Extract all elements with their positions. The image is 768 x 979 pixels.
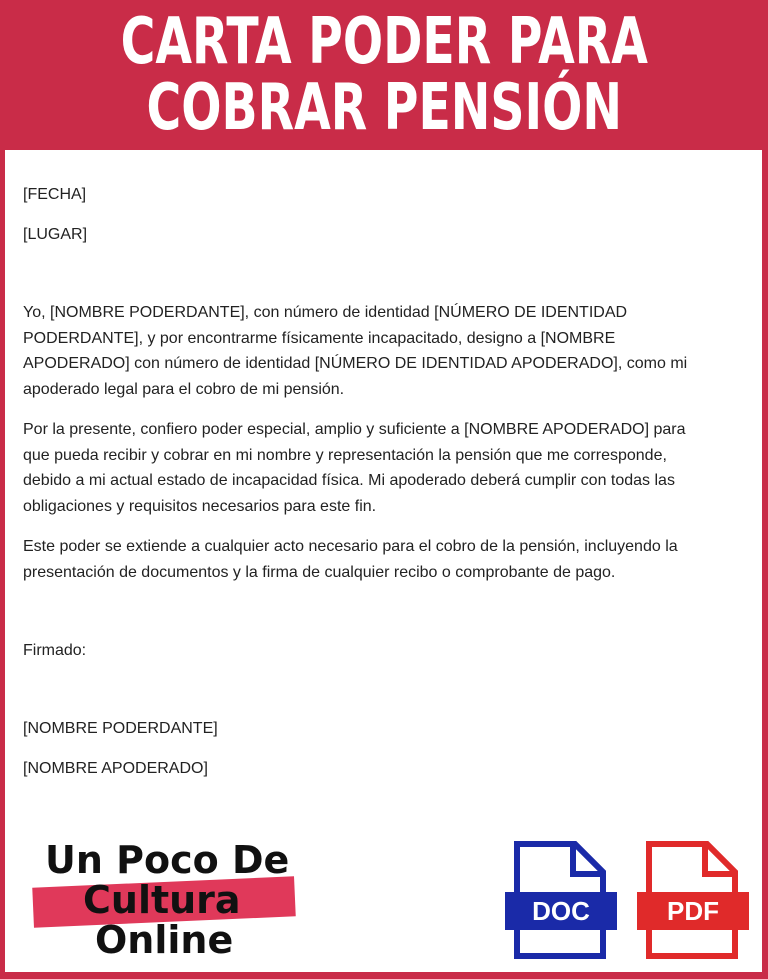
page-title-line-2: COBRAR PENSIÓN (146, 71, 622, 145)
doc-label: DOC (532, 896, 590, 926)
page-title-line-1: CARTA PODER PARA (120, 5, 648, 79)
paragraph-1-line: apoderado legal para el cobro de mi pensión. (23, 380, 345, 398)
paragraph-2-line: debido a mi actual estado de incapacidad física. Mi apoderado deberá cumplir con todas las (23, 472, 675, 489)
signer-poderdante: [NOMBRE PODERDANTE] (23, 720, 218, 737)
letter-date: [FECHA] (23, 186, 87, 203)
paragraph-1-line: APODERADO] con número de identidad [NÚMERO DE IDENTIDAD APODERADO], como mi (23, 355, 688, 372)
download-pdf-button[interactable] (637, 840, 749, 960)
logo-line-1: Un Poco De (45, 838, 290, 882)
logo-line-3: Online (95, 918, 234, 962)
letter-paragraph-3 (23, 534, 745, 585)
download-doc-button[interactable] (505, 840, 617, 960)
signed-label: Firmado: (23, 642, 87, 659)
paragraph-3-line: presentación de documentos y la firma de cualquier recibo o comprobante de pago. (23, 563, 616, 581)
letter-sheet (5, 150, 762, 972)
pdf-label: PDF (667, 896, 719, 926)
site-logo[interactable] (25, 840, 325, 965)
logo-line-2: Cultura (83, 878, 241, 922)
paragraph-2-line: obligaciones y requisitos necesarios para este fin. (23, 497, 377, 515)
paragraph-3-line: Este poder se extiende a cualquier acto necesario para el cobro de la pensión, incluyendo la (23, 538, 678, 555)
signer-apoderado: [NOMBRE APODERADO] (23, 760, 208, 777)
paragraph-2-line: que pueda recibir y cobrar en mi nombre y representación la pensión que me corresponde, (23, 446, 667, 464)
page-header (0, 0, 768, 150)
letter-place: [LUGAR] (23, 226, 88, 243)
paragraph-1-line: PODERDANTE], y por encontrarme físicamente incapacitado, designo a [NOMBRE (23, 329, 616, 347)
letter-paragraph-1 (23, 300, 745, 402)
paragraph-1-line: Yo, [NOMBRE PODERDANTE], con número de identidad [NÚMERO DE IDENTIDAD (23, 304, 628, 321)
paragraph-2-line: Por la presente, confiero poder especial, amplio y suficiente a [NOMBRE APODERADO] para (23, 421, 686, 438)
letter-paragraph-2 (23, 417, 745, 519)
